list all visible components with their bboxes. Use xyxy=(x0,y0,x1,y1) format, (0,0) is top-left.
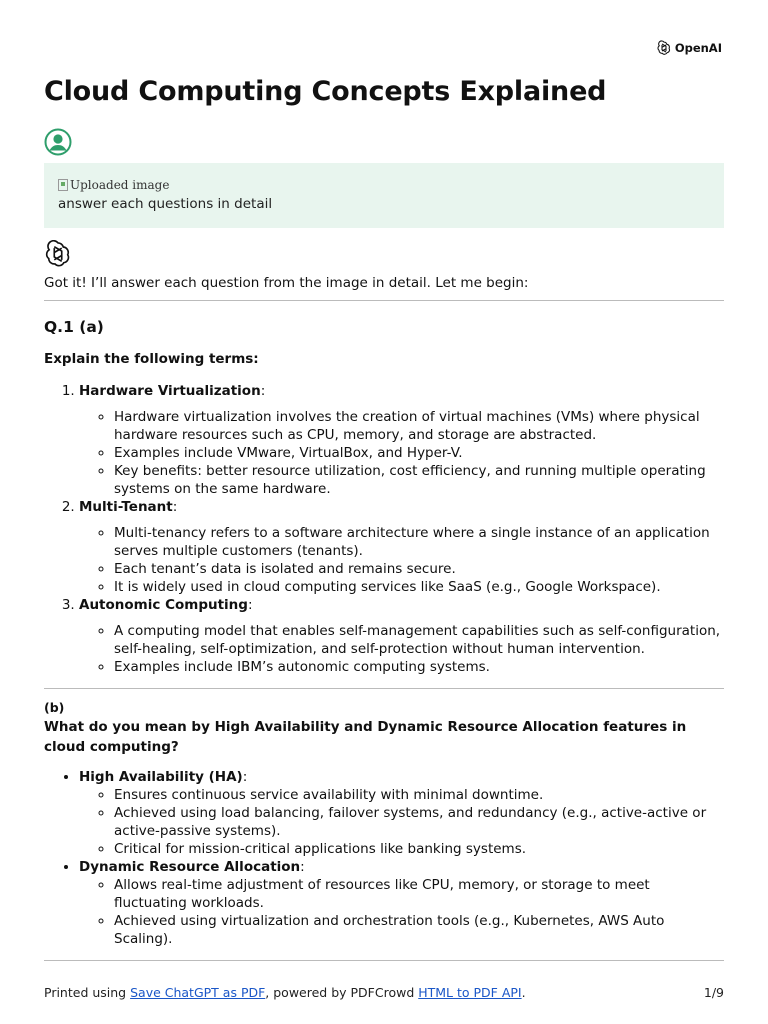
brand-name: OpenAI xyxy=(674,41,722,55)
list-item: ◦ Achieved using virtualization and orchestration tools (e.g., Kubernetes, AWS Auto Scaling). xyxy=(114,912,724,948)
list-item: ◦ It is widely used in cloud computing services like SaaS (e.g., Google Workspace). xyxy=(114,578,724,596)
user-prompt-text: answer each questions in detail xyxy=(58,196,273,212)
term-item xyxy=(79,596,724,676)
html-to-pdf-link[interactable]: HTML to PDF API xyxy=(418,985,522,1000)
term-title: Multi-Tenant xyxy=(79,499,173,515)
feature-item xyxy=(79,858,724,948)
user-avatar-icon xyxy=(44,128,72,156)
term-points xyxy=(79,622,724,676)
term-colon: : xyxy=(247,597,253,613)
features-list xyxy=(44,768,724,948)
footer-text: Printed using xyxy=(44,985,131,1000)
openai-brand xyxy=(656,40,722,56)
term-points xyxy=(79,524,724,596)
divider xyxy=(44,960,724,961)
list-item: ◦ Critical for mission-critical applications like banking systems. xyxy=(114,840,724,858)
footer-credit xyxy=(44,985,526,1000)
term-item xyxy=(79,498,724,596)
list-item: ◦ Ensures continuous service availability with minimal downtime. xyxy=(114,786,724,804)
list-item: ◦ Each tenant’s data is isolated and remains secure. xyxy=(114,560,724,578)
feature-colon: : xyxy=(242,769,248,785)
question-b-label: (b) xyxy=(44,700,65,715)
page-footer xyxy=(44,985,724,1000)
feature-points xyxy=(79,786,724,858)
feature-colon: : xyxy=(300,859,305,875)
save-chatgpt-link[interactable]: Save ChatGPT as PDF xyxy=(130,985,266,1000)
feature-points xyxy=(79,876,724,948)
term-title: Autonomic Computing xyxy=(79,597,248,613)
chatgpt-logo-icon xyxy=(44,240,72,268)
feature-title: High Availability (HA) xyxy=(79,769,243,785)
list-item: ◦ Examples include IBM’s autonomic computing systems. xyxy=(114,658,724,676)
question-heading: Q.1 (a) xyxy=(44,318,104,336)
list-item: ◦ Achieved using load balancing, failover systems, and redundancy (e.g., active-active or active-passive systems). xyxy=(114,804,724,840)
assistant-response xyxy=(44,274,724,961)
question-b-text: What do you mean by High Availability and Dynamic Resource Allocation features in cloud computing? xyxy=(44,719,687,755)
footer-text: . xyxy=(521,985,526,1000)
page-number: 1/9 xyxy=(703,985,724,1000)
term-colon: : xyxy=(260,383,266,399)
list-item: ◦ Hardware virtualization involves the creation of virtual machines (VMs) where physical hardware resources such as CPU, memory, and storage are abstracted. xyxy=(114,408,724,444)
feature-item xyxy=(79,768,724,858)
term-points xyxy=(79,408,724,498)
list-item: ◦ Allows real-time adjustment of resources like CPU, memory, or storage to meet fluctuating workloads. xyxy=(114,876,724,912)
uploaded-image-alt: Uploaded image xyxy=(70,178,170,192)
question-subheading: Explain the following terms: xyxy=(44,351,259,367)
response-intro: Got it! I’ll answer each question from the image in detail. Let me begin: xyxy=(44,275,529,291)
term-colon: : xyxy=(172,499,178,515)
term-title: Hardware Virtualization xyxy=(79,383,261,399)
list-item: ◦ Multi-tenancy refers to a software architecture where a single instance of an application serves multiple customers (tenants). xyxy=(114,524,724,560)
terms-list xyxy=(44,382,724,676)
feature-title: Dynamic Resource Allocation xyxy=(79,859,301,875)
user-prompt-box xyxy=(44,163,724,228)
list-item: ◦ Examples include VMware, VirtualBox, and Hyper-V. xyxy=(114,444,724,462)
uploaded-image[interactable] xyxy=(58,177,710,193)
openai-logo-icon xyxy=(656,40,672,56)
list-item: ◦ A computing model that enables self-management capabilities such as self-configuration, self-healing, self-optimization, and self-protection without human intervention. xyxy=(114,622,724,658)
page-title: Cloud Computing Concepts Explained xyxy=(44,76,607,107)
footer-text: , powered by PDFCrowd xyxy=(265,985,419,1000)
list-item: ◦ Key benefits: better resource utilization, cost efficiency, and running multiple operating systems on the same hardware. xyxy=(114,462,724,498)
broken-image-icon xyxy=(58,179,68,191)
term-item xyxy=(79,382,724,498)
